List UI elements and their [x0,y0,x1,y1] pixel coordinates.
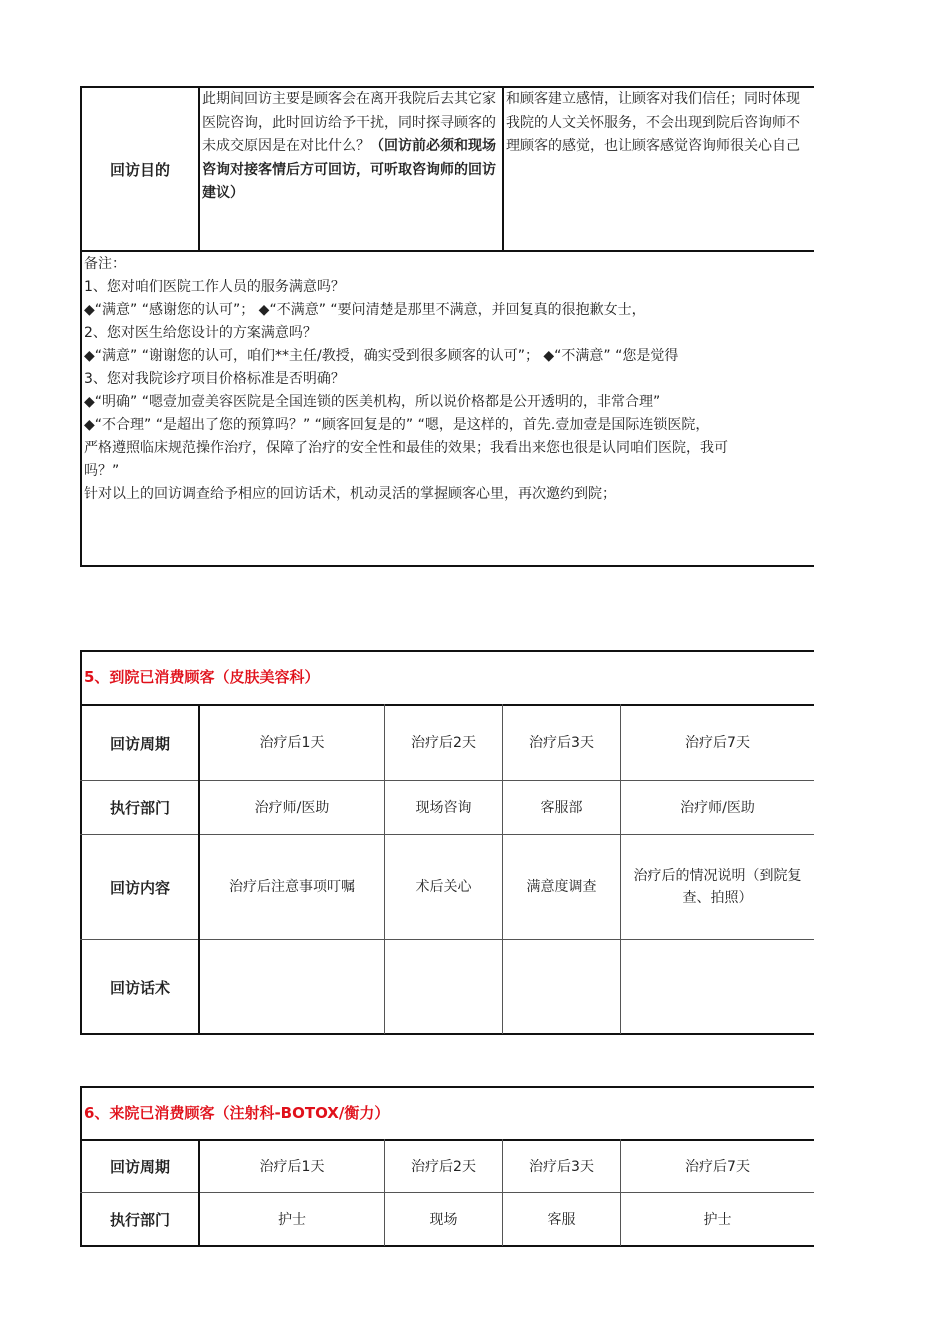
table-cell: 现场咨询 [415,799,472,816]
purpose-text-right: 和顾客建立感情，让顾客对我们信任；同时体现我院的人文关怀服务，不会出现到院后咨询师不理顾客的感觉，也让顾客感觉咨询师很关心自己 [506,91,800,154]
note-line: 严格遵照临床规范操作治疗，保障了治疗的安全性和最佳的效果；我看出来您也很是认同咱们医院，我可 [84,440,728,456]
row-label-dept: 执行部门 [109,1211,170,1229]
note-line: ◆“明确” “嗯壹加壹美容医院是全国连锁的医美机构，所以说价格都是公开透明的，非常合理” [84,394,661,410]
section6-table [80,1086,814,1248]
purpose-label: 回访目的 [109,160,170,179]
table-cell: 治疗后7天 [685,1158,750,1175]
table-cell: 现场 [429,1211,458,1228]
note-line: 3、您对我院诊疗项目价格标准是否明确？ [84,371,345,387]
table-cell: 护士 [703,1211,732,1228]
note-line: 备注： [84,256,126,272]
table-cell [200,940,384,1034]
table-cell: 治疗后3天 [529,735,594,751]
table-cell: 治疗后3天 [529,1158,594,1175]
table-cell: 治疗师/医助 [680,799,755,816]
table-cell: 治疗后2天 [411,735,476,751]
note-line: 针对以上的回访调查给予相应的回访话术，机动灵活的掌握顾客心里，再次邀约到院； [84,486,616,502]
section5-title: 5、到院已消费顾客（皮肤美容科） [84,668,320,686]
table-cell: 客服部 [540,799,583,816]
table-cell [503,940,620,1034]
table-cell: 术后关心 [415,879,472,895]
notes-block [84,253,814,506]
section5-table [80,650,814,1036]
table-cell: 治疗后1天 [259,1158,325,1175]
table-cell: 护士 [278,1211,306,1228]
table-cell: 治疗后的情况说明（到院复查、拍照） [633,868,802,906]
table-cell: 客服 [547,1211,576,1228]
row-label-dept: 执行部门 [109,799,170,817]
row-label-cycle: 回访周期 [109,1158,170,1176]
section6-title: 6、来院已消费顾客（注射科-BOTOX/衡力） [84,1104,390,1122]
note-line: 1、您对咱们医院工作人员的服务满意吗？ [84,279,345,295]
note-line: 2、您对医生给您设计的方案满意吗？ [84,325,317,341]
row-label-script: 回访话术 [109,978,170,997]
note-line: ◆“满意” “谢谢您的认可，咱们**主任/教授，确实受到很多顾客的认可”； ◆“不满意” “您是觉得 [84,348,679,364]
note-line: 吗？” [84,463,120,479]
table-cell [621,940,814,1034]
table-cell: 治疗后2天 [411,1158,476,1175]
table-cell: 满意度调查 [526,879,597,895]
purpose-table [80,86,814,568]
table-cell: 治疗师/医助 [254,799,330,816]
purpose-text-1: 此期间回访主要是顾客会在离开我院后去其它家医院咨询，此时回访给予干扰，同时探寻顾客的未成交原因是在对比什么？ [202,91,496,154]
purpose-text-left [202,88,500,206]
note-line: ◆“不合理” “是超出了您的预算吗？” “顾客回复是的” “嗯，是这样的，首先.壹加壹是国际连锁医院， [84,417,710,433]
note-line: ◆“满意” “感谢您的认可”； ◆“不满意” “要问清楚是那里不满意，并回复真的很抱歉女士， [84,302,646,318]
table-cell [385,940,502,1034]
table-cell: 治疗后注意事项叮嘱 [229,879,355,895]
purpose-text-bold: （回访前必须和现场咨询对接客情后方可回访，可听取咨询师的回访建议） [202,138,496,201]
row-label-content: 回访内容 [109,878,170,897]
row-label-cycle: 回访周期 [109,734,170,753]
table-cell: 治疗后7天 [685,735,750,751]
table-cell: 治疗后1天 [259,735,325,751]
